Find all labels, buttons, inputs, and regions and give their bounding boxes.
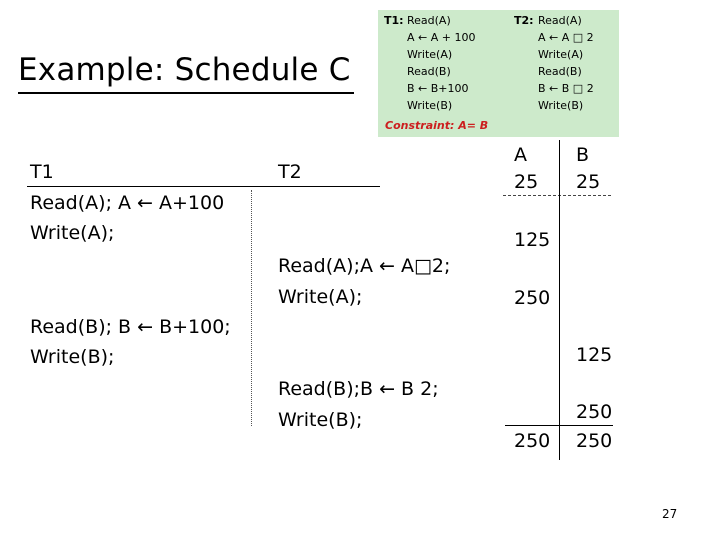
box-t2-line: B ← B □ 2 [538,82,594,95]
box-t1-line: B ← B+100 [407,82,469,95]
box-t1-header: T1: [384,14,404,27]
t1-op: Write(B); [30,346,115,368]
a-value: 125 [514,229,551,251]
t1-op: Read(B); B ← B+100; [30,316,231,338]
values-divider [559,140,560,460]
a-value: 250 [514,287,551,309]
a-initial: 25 [514,171,539,193]
b-final: 250 [576,430,613,452]
box-t2-line: Read(B) [538,65,582,78]
schedule-header-rule [27,186,380,187]
page-number: 27 [662,507,678,521]
box-t2-header: T2: [514,14,534,27]
t1-op: Write(A); [30,222,115,244]
box-t2-line: Write(B) [538,99,584,112]
transaction-summary-box [378,10,619,137]
box-t2-line: A ← A □ 2 [538,31,594,44]
values-total-rule [505,425,613,426]
t2-op: Read(B);B ← B 2; [278,378,439,400]
b-value: 250 [576,401,613,423]
box-t1-line: Read(A) [407,14,451,27]
t1-label: T1 [30,161,54,183]
column-separator [251,190,252,426]
t2-op: Write(A); [278,286,363,308]
box-t2-line: Write(A) [538,48,584,61]
box-t1-line: Write(A) [407,48,453,61]
box-t1-line: Write(B) [407,99,453,112]
t1-op: Read(A); A ← A+100 [30,192,225,214]
a-final: 250 [514,430,551,452]
box-constraint: Constraint: A= B [385,119,489,132]
title-underline [18,92,354,94]
t2-label: T2 [278,161,302,183]
values-header-rule [503,195,611,196]
b-initial: 25 [576,171,601,193]
col-b-header: B [576,144,590,166]
page-title: Example: Schedule C [18,52,351,88]
b-value: 125 [576,344,613,366]
box-t1-line: A ← A + 100 [407,31,476,44]
box-t1-line: Read(B) [407,65,451,78]
box-t2-line: Read(A) [538,14,582,27]
col-a-header: A [514,144,527,166]
t2-op: Read(A);A ← A□2; [278,255,451,277]
t2-op: Write(B); [278,409,363,431]
